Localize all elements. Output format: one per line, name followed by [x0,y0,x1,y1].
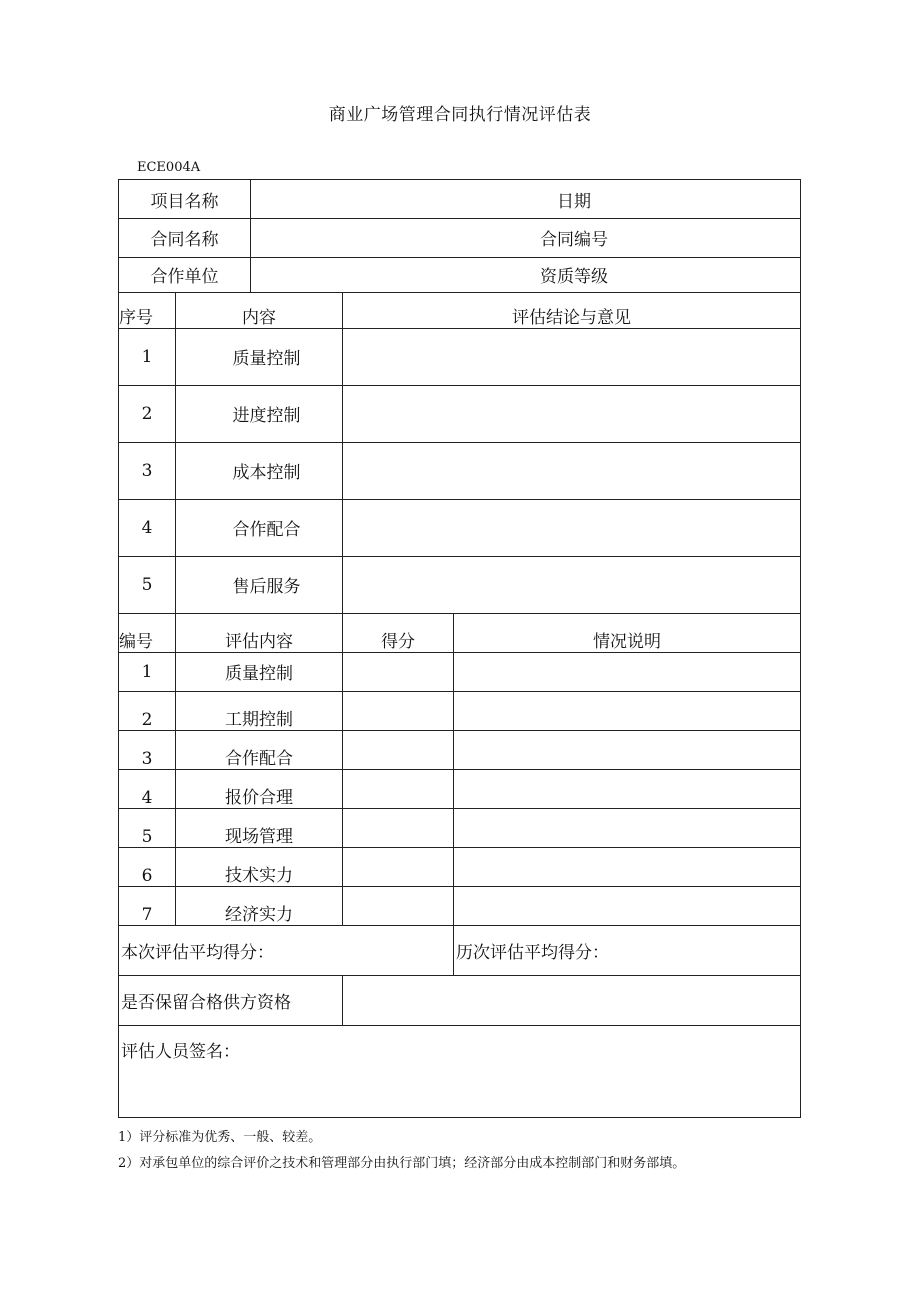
section2-row-score-field[interactable] [343,730,453,769]
section1-row-content: 售后服务 [232,577,301,597]
section1-row-no: 3 [141,460,153,481]
form-code: ECE004A [137,160,201,175]
section2-row-no: 6 [141,866,153,886]
note-responsibility: 2）对承包单位的综合评价之技术和管理部分由执行部门填；经济部分由成本控制部门和财务部填。 [118,1156,686,1171]
section1-header-no: 序号 [119,308,153,328]
section2-row-content: 质量控制 [225,664,293,684]
evaluation-form-table [118,179,801,1118]
section2-row-score-field[interactable] [343,886,453,925]
section2-row-no: 2 [141,710,153,730]
current-average-score-label: 本次评估平均得分： [121,942,274,963]
signature-label: 评估人员签名： [121,1042,240,1062]
section2-row-note-field[interactable] [454,847,800,886]
section2-row-score-field[interactable] [343,652,453,691]
section1-row-conclusion-field[interactable] [343,385,800,442]
section2-header-no: 编号 [119,632,153,652]
section2-row-score-field[interactable] [343,691,453,730]
section2-row-no: 3 [141,749,153,769]
section2-row-no: 4 [141,788,153,808]
section1-row-no: 5 [141,574,153,595]
section1-row-conclusion-field[interactable] [343,442,800,499]
section2-row-content: 现场管理 [225,827,293,847]
section2-row-note-field[interactable] [454,730,800,769]
partner-unit-field[interactable] [251,257,519,292]
section2-row-score-field[interactable] [343,847,453,886]
section2-row-content: 报价合理 [225,788,293,808]
date-field[interactable] [629,180,800,218]
section1-row-no: 2 [141,403,153,424]
section1-row-content: 进度控制 [232,406,301,426]
section2-header-note: 情况说明 [593,632,661,652]
date-label: 日期 [557,191,591,212]
partner-unit-label: 合作单位 [150,267,219,287]
qualification-level-label: 资质等级 [540,267,608,287]
section2-header-content: 评估内容 [225,632,293,652]
section1-row-conclusion-field[interactable] [343,499,800,556]
section2-row-score-field[interactable] [343,769,453,808]
section1-row-no: 1 [141,346,153,367]
section1-row-no: 4 [141,517,153,538]
section1-header-content: 内容 [242,308,276,328]
note-scoring-standard: 1）评分标准为优秀、一般、较差。 [118,1130,322,1145]
section2-row-note-field[interactable] [454,808,800,847]
section1-row-conclusion-field[interactable] [343,556,800,613]
contract-name-field[interactable] [251,218,519,257]
retain-qualification-label: 是否保留合格供方资格 [121,992,291,1013]
section2-row-note-field[interactable] [454,886,800,925]
form-title: 商业广场管理合同执行情况评估表 [328,105,592,125]
section2-row-no: 1 [141,661,153,682]
section2-row-note-field[interactable] [454,769,800,808]
section2-row-content: 合作配合 [225,749,293,769]
section2-header-score: 得分 [381,632,415,652]
signature-field[interactable] [121,1026,800,1117]
project-name-field[interactable] [251,180,519,218]
section1-header-conclusion: 评估结论与意见 [512,308,631,328]
section1-row-content: 合作配合 [232,520,301,540]
section2-row-content: 经济实力 [225,905,293,925]
section1-row-content: 质量控制 [232,349,301,369]
section2-row-note-field[interactable] [454,691,800,730]
section2-row-content: 技术实力 [225,866,293,886]
retain-qualification-field[interactable] [343,975,800,1025]
section2-row-no: 5 [141,827,153,847]
contract-name-label: 合同名称 [150,230,219,250]
contract-number-label: 合同编号 [540,230,608,250]
section2-row-content: 工期控制 [225,710,293,730]
section2-row-score-field[interactable] [343,808,453,847]
qualification-level-field[interactable] [629,257,800,292]
section1-row-content: 成本控制 [232,463,301,483]
contract-number-field[interactable] [629,218,800,257]
project-name-label: 项目名称 [150,191,219,212]
section2-row-note-field[interactable] [454,652,800,691]
section2-row-no: 7 [141,905,153,925]
history-average-score-label: 历次评估平均得分： [456,942,609,963]
section1-row-conclusion-field[interactable] [343,328,800,385]
